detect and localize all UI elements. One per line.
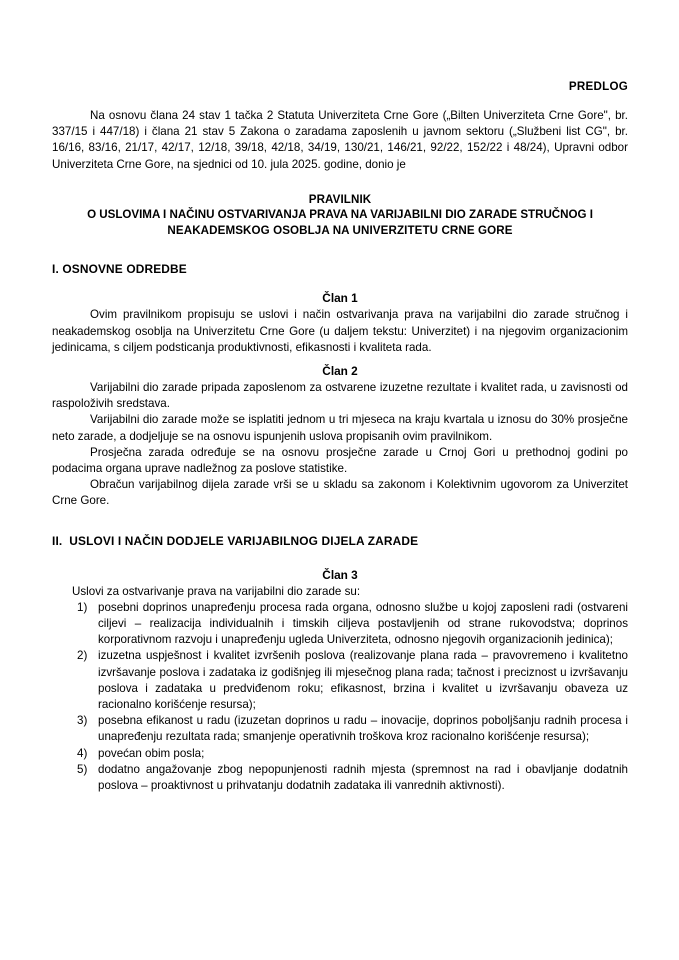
article-heading-clan-1: Član 1 [322,291,358,306]
preamble-paragraph: Na osnovu člana 24 stav 1 tačka 2 Statuta Univerziteta Crne Gore („Bilten Univerziteta Crne Gore", br. 337/15 i 447/18) i člana 21 stav 5 Zakona o zaradama zaposlenih u javnom sektoru („Službeni list CG", br. 16/16, 83/16, 21/17, 42/17, 12/18, 39/18, 42/18, 34/19, 130/21, 146/21, 92/22, 152/22 i 48/24), Upravni odbor Univerziteta Crne Gore, na sjednici od 10. jula 2025. godine, donio je [52,109,628,171]
spacer [52,173,628,192]
clause-marker: 4) [77,746,88,760]
clause-list-item [52,713,628,745]
document-status-label: PREDLOG [568,80,628,93]
article-paragraph: Varijabilni dio zarade pripada zaposlenom za ostvarene izuzetne rezultate i kvalitet rada, u zavisnosti od raspoloživih sredstava. [52,380,628,411]
spacer [52,277,628,291]
document-body [52,80,628,794]
clause-text: dodatno angažovanje zbog nepopunjenosti radnih mjesta (spremnost na rad i obavljanje dodatnih poslova – proaktivnost u prihvatanju dodatnih zadataka ili vanrednih aktivnosti). [98,762,628,792]
clause-list [52,600,628,794]
document-title [52,192,628,239]
article-heading-clan-2: Član 2 [322,363,358,378]
article-paragraph: Prosječna zarada određuje se na osnovu prosječne zarade u Crnoj Gori u prethodnoj godini po podacima organa uprave nadležnog za poslove statistike. [52,445,628,475]
spacer [52,510,628,534]
spacer [52,549,628,568]
clause-text: izuzetna uspješnost i kvalitet izvršenih poslova (realizovanje plana rada – pravovremeno i kvalitetno izvršavanje poslova i zadataka iz godišnjeg ili mjesečnog plana rada; tačnost i preciznost u izvršavanju poslova i zadataka u predviđenom roku; efikasnost, brzina i kvalitet u izvršavanju obaveza uz racionalno korišćenje resursa); [98,649,628,711]
clause-marker: 3) [77,714,88,728]
clause-list-lead-in: Uslovi za ostvarivanje prava na varijabilni dio zarade su: [72,584,361,598]
article-paragraph: Varijabilni dio zarade može se isplatiti jednom u tri mjeseca na kraju kvartala u iznosu do 30% prosječne neto zarade, a dodjeljuje se na osnovu ispunjenih uslova propisanih ovim pravilnikom. [52,413,628,443]
article-paragraph: Obračun varijabilnog dijela zarade vrši se u skladu sa zakonom i Kolektivnim ugovorom za Univerzitet Crne Gore. [52,478,628,508]
document-title-line-3: NEAKADEMSKOG OSOBLJA NA UNIVERZITETU CRNE GORE [167,223,513,237]
section-heading-osnovne-odredbe: I. OSNOVNE ODREDBE [52,262,187,277]
spacer [52,356,628,364]
clause-list-item [52,600,628,649]
clause-list-item [52,648,628,713]
clause-marker: 1) [77,600,88,614]
clause-text: povećan obim posla; [98,746,205,760]
clause-text: posebna efikanost u radu (izuzetan doprinos u radu – inovacije, doprinos poboljšanju radnih procesa i unapređenju rezultata rada; smanjenje operativnih troškova kroz racionalno korišćenje resursa); [98,714,628,744]
clause-list-item [52,746,628,762]
clause-marker: 5) [77,762,88,776]
section-heading-uslovi-i-nacin: II. USLOVI I NAČIN DODJELE VARIJABILNOG DIJELA ZARADE [52,533,419,548]
clause-text: posebni doprinos unapređenju procesa rada organa, odnosno službe u kojoj zaposleni radi (ostvareni ciljevi – realizacija individualnih i timskih ciljeva postavljenih od strane rukovodstva; doprinos korporativnom razvoju i unapređenju ugleda Univerziteta, odnosno njegovih organizacionih jedinica); [98,600,628,647]
spacer [52,238,628,262]
article-paragraph: Ovim pravilnikom propisuju se uslovi i način ostvarivanja prava na varijabilni dio zarade stručnog i neakademskog osoblja na Univerzitetu Crne Gore (u daljem tekstu: Univerzitet) i na njegovim organizacionim jedinicama, s ciljem podsticanja produktivnosti, efikasnosti i kvaliteta rada. [52,308,628,354]
document-title-line-1: PRAVILNIK [308,192,372,206]
clause-marker: 2) [77,649,88,663]
clause-list-item [52,762,628,794]
article-heading-clan-3: Član 3 [322,567,358,582]
document-title-line-2: O USLOVIMA I NAČINU OSTVARIVANJA PRAVA NA VARIJABILNI DIO ZARADE STRUČNOG I [87,208,593,222]
